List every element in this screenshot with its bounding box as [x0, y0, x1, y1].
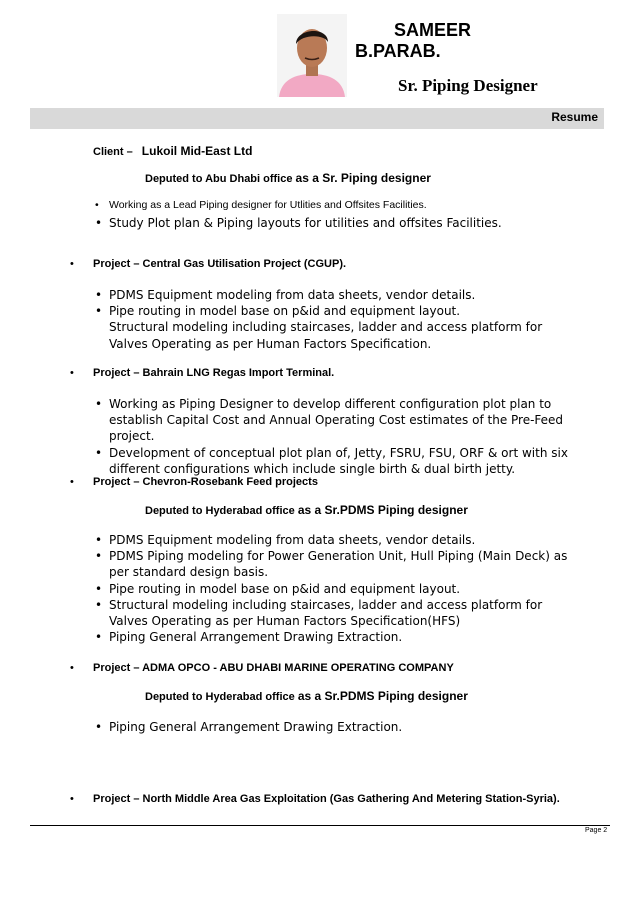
- bullet-icon: •: [70, 793, 74, 805]
- profile-photo: [277, 14, 347, 97]
- client-bullet-list: [93, 197, 613, 231]
- project-title: Project – North Middle Area Gas Exploitation (Gas Gathering And Metering Station-Syria).: [93, 793, 560, 805]
- list-item: • Pipe routing in model base on p&id and equipment layout.: [93, 581, 573, 597]
- bullet-icon: •: [70, 367, 74, 379]
- deputed-prefix: Deputed to Abu Dhabi office: [145, 173, 293, 185]
- deputed-prefix: Deputed to Hyderabad office: [145, 691, 295, 703]
- project-title: Project – Chevron-Rosebank Feed projects: [93, 476, 318, 488]
- list-item: • PDMS Equipment modeling from data sheets, vendor details.: [93, 532, 573, 548]
- list-item: • PDMS Piping modeling for Power Generation Unit, Hull Piping (Main Deck) as per standard design basis.: [93, 548, 573, 580]
- job-title: Sr. Piping Designer: [398, 76, 538, 95]
- deputed-role: as a Sr.PDMS Piping designer: [297, 689, 468, 703]
- list-item-text: Pipe routing in model base on p&id and equipment layout. Structural modeling including staircases, ladder and access platform for Valves Operating as per Human Factors Specification.: [109, 304, 543, 351]
- list-item: • Piping General Arrangement Drawing Extraction.: [93, 719, 573, 735]
- list-item: • Working as Piping Designer to develop different configuration plot plan to establish Capital Cost and Annual Operating Cost estimates of the Pre-Feed project.: [93, 396, 603, 445]
- project-bullet-list: [93, 396, 603, 477]
- bullet-icon: •: [70, 258, 74, 270]
- client-line: [93, 144, 252, 158]
- list-item: • Development of conceptual plot plan of, Jetty, FSRU, FSU, ORF & ort with six different configurations which include single birth & dual birth jetty.: [93, 445, 603, 477]
- footer-divider: [30, 825, 610, 826]
- bullet-icon: •: [70, 662, 74, 674]
- deputed-line: [145, 171, 431, 185]
- project-title: Project – Bahrain LNG Regas Import Terminal.: [93, 367, 335, 379]
- resume-banner: [30, 108, 604, 129]
- page-number: Page 2: [585, 827, 608, 834]
- person-photo-icon: [277, 14, 347, 97]
- deputed-prefix: Deputed to Hyderabad office: [145, 505, 295, 517]
- project-bullet-list: [93, 719, 573, 735]
- list-item: • Working as a Lead Piping designer for Utlities and Offsites Facilities.: [93, 197, 613, 213]
- list-item: • PDMS Equipment modeling from data sheets, vendor details.: [93, 287, 563, 303]
- list-item: • Study Plot plan & Piping layouts for utilities and offsites Facilities.: [93, 215, 613, 231]
- client-label: Client –: [93, 146, 133, 158]
- bullet-icon: •: [70, 476, 74, 488]
- client-value: Lukoil Mid-East Ltd: [141, 144, 253, 158]
- deputed-role: as a Sr. Piping designer: [295, 171, 431, 185]
- project-title: Project – Central Gas Utilisation Project (CGUP).: [93, 258, 347, 270]
- project-bullet-list: [93, 532, 573, 645]
- project-bullet-list: [93, 287, 563, 352]
- name-line-2: B.PARAB.: [355, 41, 441, 61]
- list-item: [93, 303, 563, 352]
- deputed-line: [145, 503, 468, 517]
- deputed-line: [145, 689, 468, 703]
- name-line-1: SAMEER: [394, 20, 472, 40]
- list-item: • Structural modeling including staircases, ladder and access platform for Valves Operating as per Human Factors Specification(HFS): [93, 597, 573, 629]
- list-item: • Piping General Arrangement Drawing Extraction.: [93, 629, 573, 645]
- project-title: Project – ADMA OPCO - ABU DHABI MARINE OPERATING COMPANY: [93, 662, 454, 674]
- resume-label: Resume: [551, 110, 598, 124]
- deputed-role: as a Sr.PDMS Piping designer: [297, 503, 468, 517]
